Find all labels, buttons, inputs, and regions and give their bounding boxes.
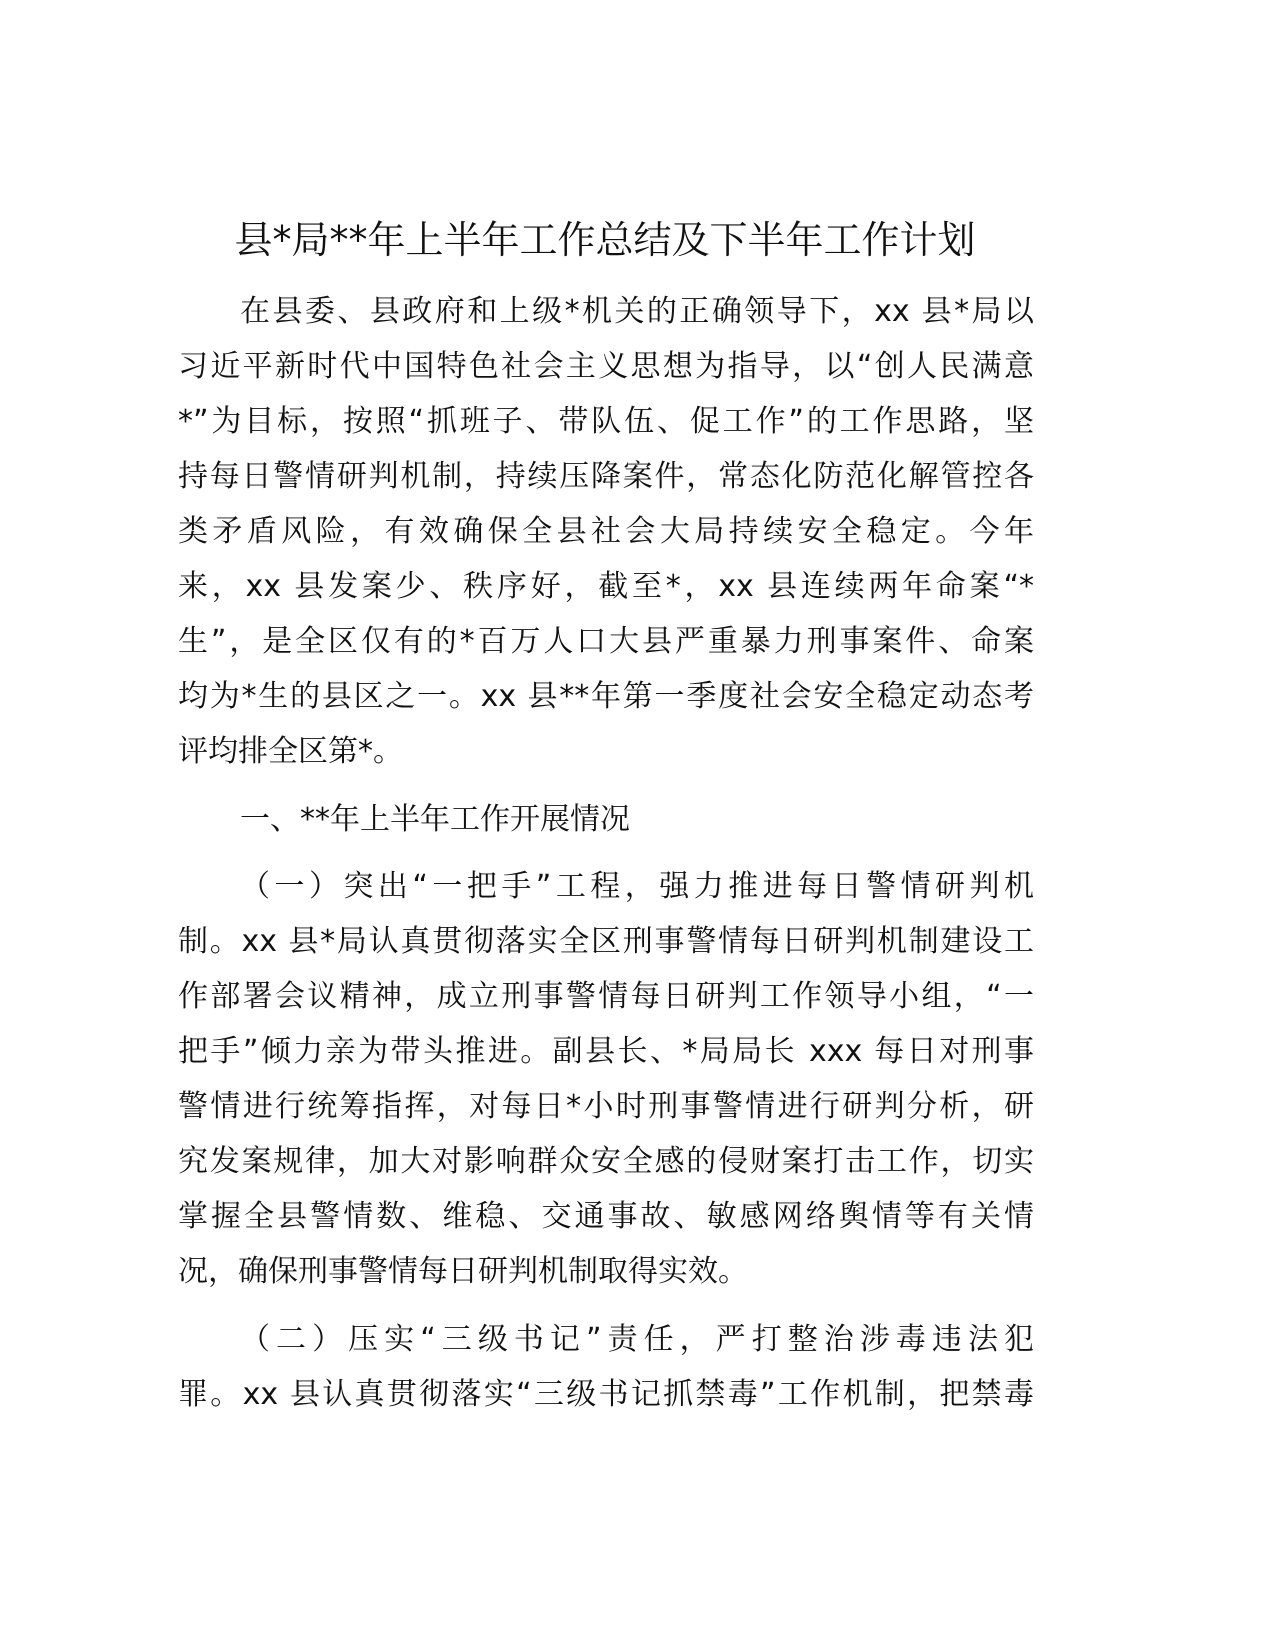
text-line: 作部署会议精神，成立刑事警情每日研判工作领导小组，“一 bbox=[178, 979, 1034, 1014]
text-line: 罪。xx 县认真贯彻落实“三级书记抓禁毒”工作机制，把禁毒 bbox=[178, 1377, 1034, 1412]
text-line: 掌握全县警情数、维稳、交通事故、敏感网络舆情等有关情 bbox=[178, 1199, 1034, 1234]
text-line: *”为目标，按照“抓班子、带队伍、促工作”的工作思路，坚 bbox=[178, 404, 1034, 439]
text-line: 把手”倾力亲为带头推进。副县长、*局局长 xxx 每日对刑事 bbox=[178, 1034, 1034, 1069]
text-line: 均为*生的县区之一。xx 县**年第一季度社会安全稳定动态考 bbox=[178, 679, 1034, 714]
text-line: 来，xx 县发案少、秩序好，截至*，xx 县连续两年命案“* bbox=[178, 569, 1034, 604]
text-line: （一）突出“一把手”工程，强力推进每日警情研判机 bbox=[240, 869, 1034, 904]
text-line: 究发案规律，加大对影响群众安全感的侵财案打击工作，切实 bbox=[178, 1144, 1034, 1179]
text-line: 在县委、县政府和上级*机关的正确领导下，xx 县*局以 bbox=[240, 294, 1034, 329]
text-line: （二）压实“三级书记”责任，严打整治涉毒违法犯 bbox=[240, 1322, 1034, 1357]
text-line: 况，确保刑事警情每日研判机制取得实效。 bbox=[178, 1254, 748, 1289]
text-line: 持每日警情研判机制，持续压降案件，常态化防范化解管控各 bbox=[178, 459, 1034, 494]
document-title: 县*局**年上半年工作总结及下半年工作计划 bbox=[234, 218, 976, 262]
text-line: 生”，是全区仅有的*百万人口大县严重暴力刑事案件、命案 bbox=[178, 624, 1034, 659]
text-line: 警情进行统筹指挥，对每日*小时刑事警情进行研判分析，研 bbox=[178, 1089, 1034, 1124]
text-line: 一、**年上半年工作开展情况 bbox=[240, 802, 630, 837]
text-line: 制。xx 县*局认真贯彻落实全区刑事警情每日研判机制建设工 bbox=[178, 924, 1034, 959]
text-line: 类矛盾风险，有效确保全县社会大局持续安全稳定。今年 bbox=[178, 514, 1034, 549]
text-line: 习近平新时代中国特色社会主义思想为指导，以“创人民满意 bbox=[178, 349, 1034, 384]
text-line: 评均排全区第*。 bbox=[178, 734, 403, 769]
